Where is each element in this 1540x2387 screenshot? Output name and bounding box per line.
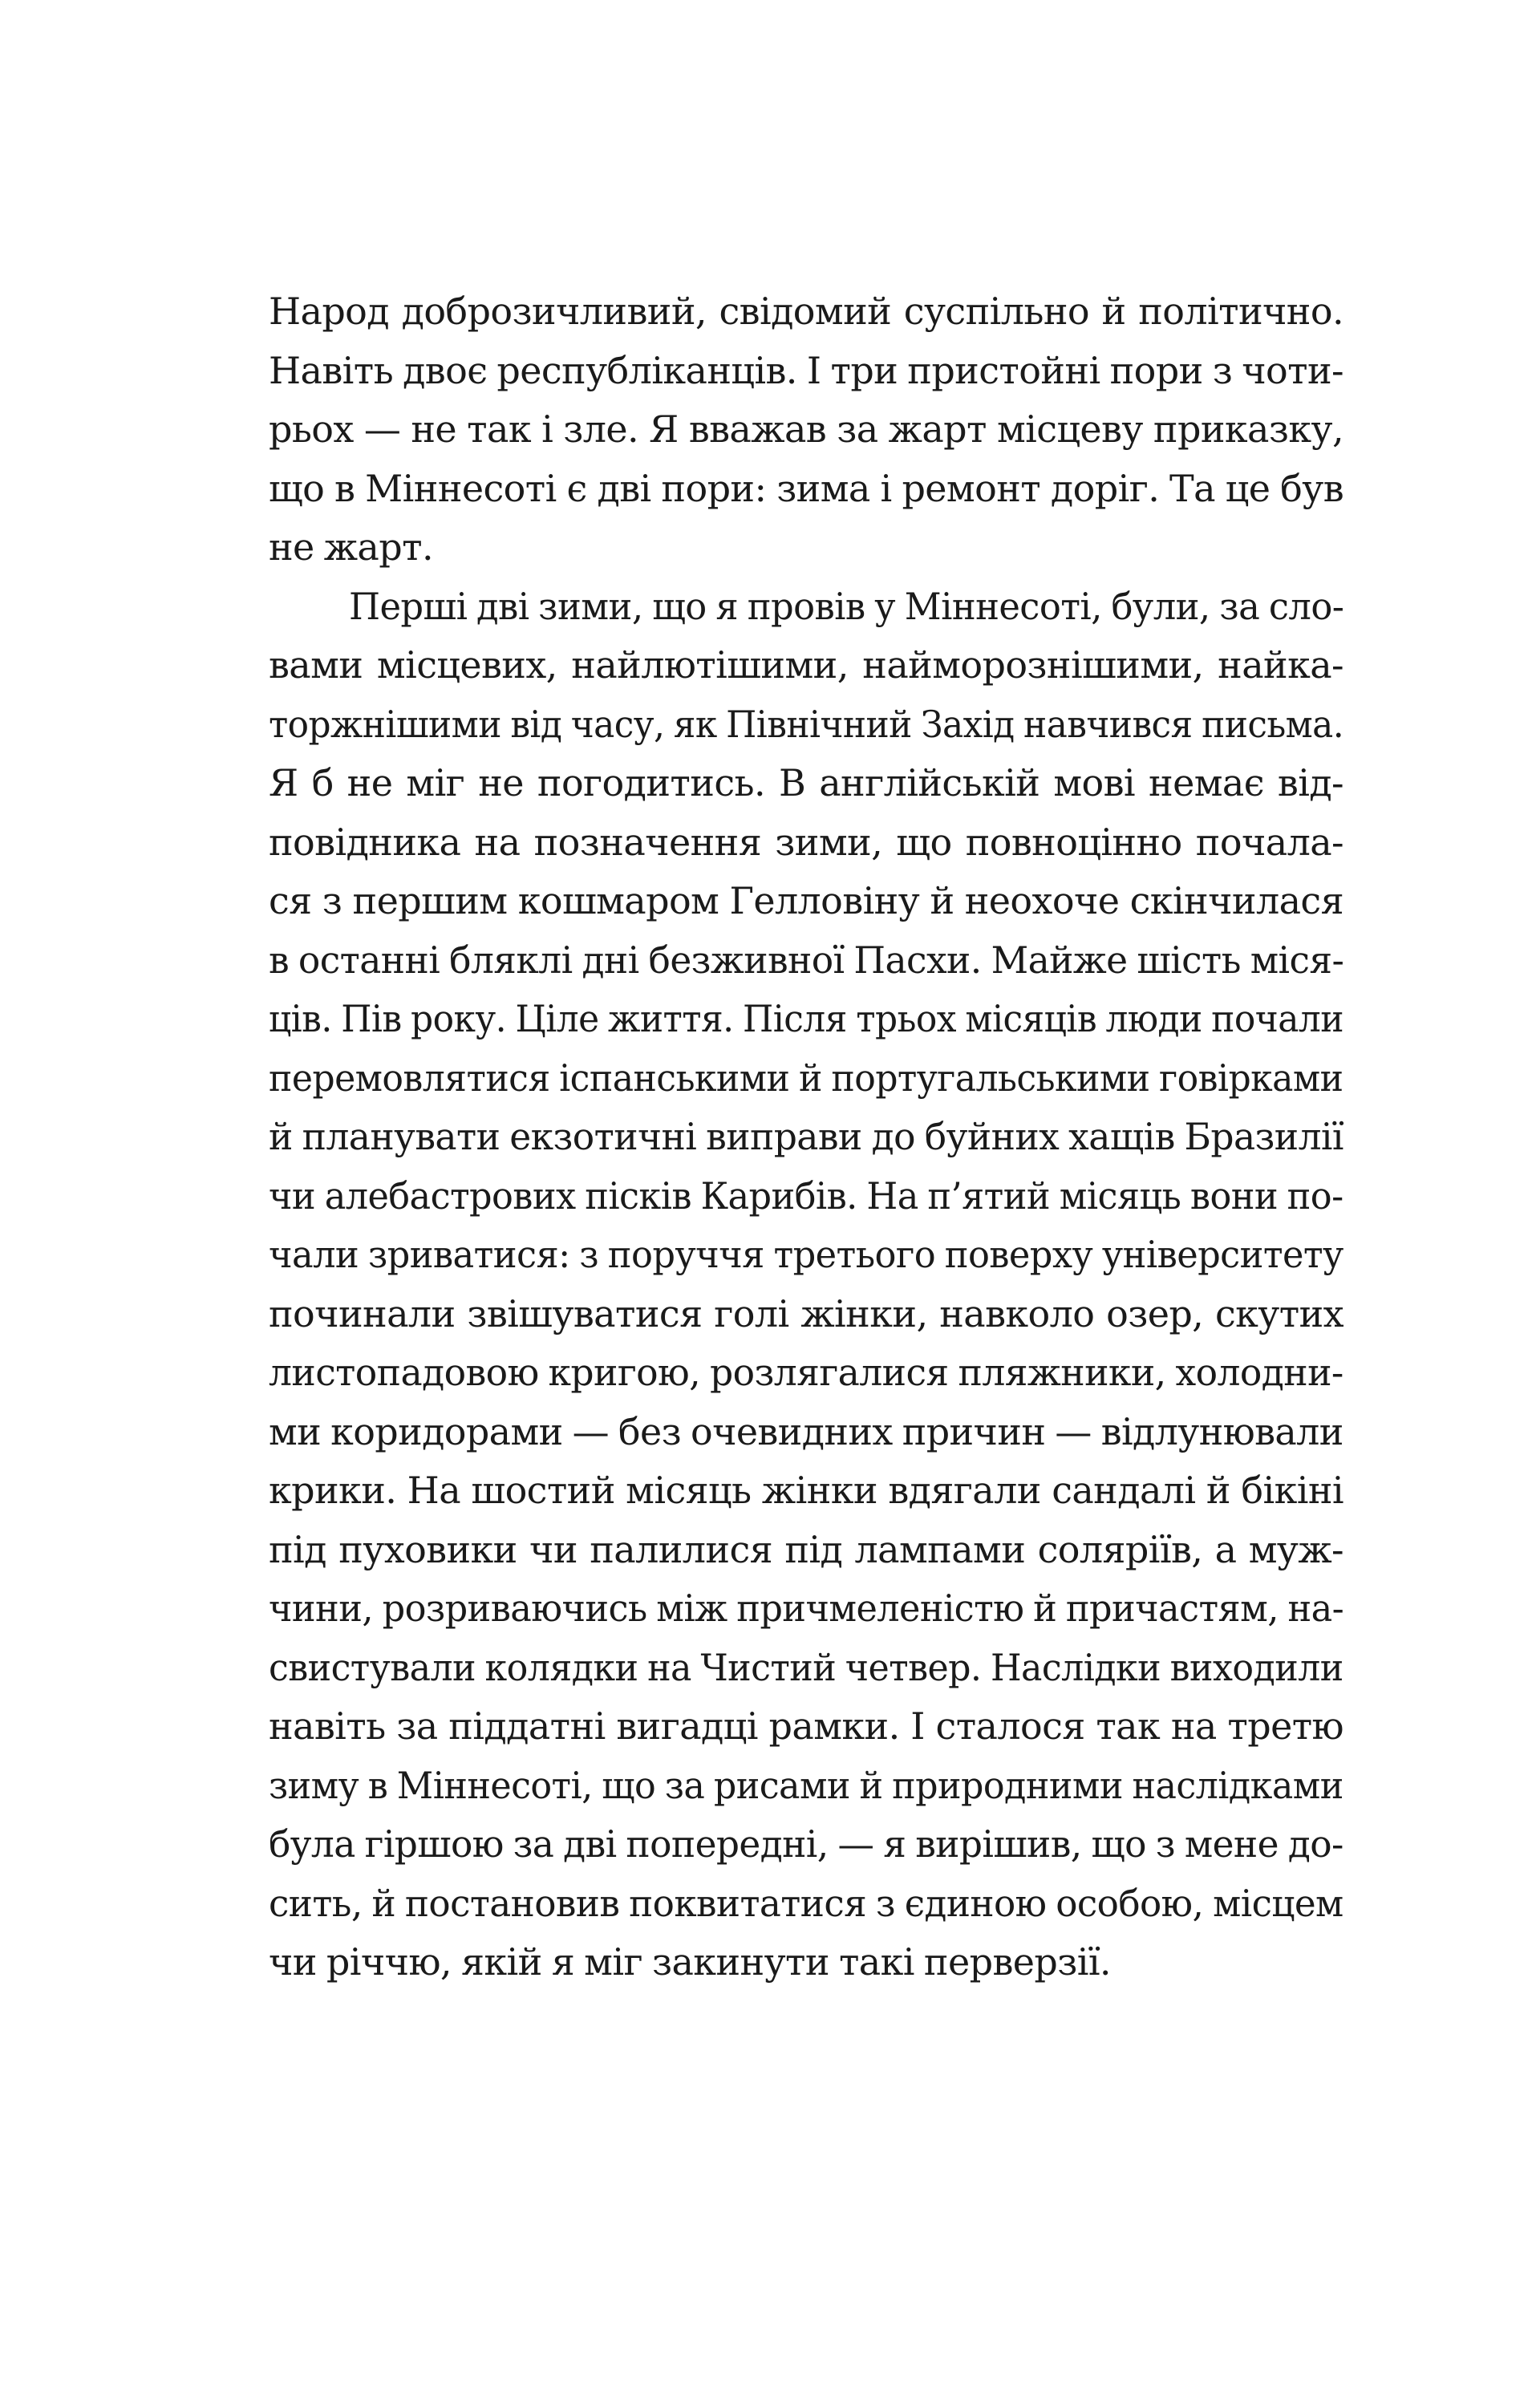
line-text: ся з першим кошмаром Гелловіну й неохоче скінчилася [269, 879, 1343, 922]
text-line [269, 518, 1343, 578]
text-line [269, 1933, 1343, 1992]
line-text: в останні бляклі дні безживної Пасхи. Майже шість міся- [269, 938, 1344, 982]
text-line [269, 754, 1343, 813]
line-text: Я б не міг не погодитись. В англійській мові немає від- [269, 761, 1343, 804]
text-line [269, 1343, 1343, 1403]
text-line [269, 1579, 1343, 1639]
text-line [269, 813, 1343, 873]
line-text: не жарт. [269, 525, 433, 569]
text-line [269, 1461, 1343, 1521]
text-line [269, 400, 1343, 460]
line-text: крики. На шостий місяць жінки вдягали сандалі й бікіні [269, 1469, 1343, 1512]
text-line [269, 1639, 1343, 1698]
text-line [269, 1108, 1343, 1167]
line-text: ми коридорами — без очевидних причин — відлунювали [269, 1409, 1343, 1453]
line-text: чали зриватися: з поруччя третього поверху університету [269, 1233, 1343, 1276]
line-text: чи алебастрових пісків Карибів. На п’ятий місяць вони по- [269, 1173, 1343, 1218]
line-text: рьох — не так і зле. Я вважав за жарт місцеву приказку, [269, 407, 1343, 451]
line-text: зиму в Міннесоті, що за рисами й природними наслідками [269, 1763, 1343, 1807]
body-text [269, 282, 1343, 1992]
text-line [269, 1049, 1343, 1108]
line-text: Народ доброзичливий, свідомий суспільно й політично. [269, 290, 1343, 333]
text-line [269, 460, 1343, 519]
text-line [269, 1521, 1343, 1580]
line-text: що в Міннесоті є дві пори: зима і ремонт доріг. Та це був [269, 466, 1343, 510]
line-text: Навіть двоє республіканців. І три пристойні пори з чоти- [269, 348, 1343, 392]
text-line [269, 931, 1343, 991]
line-text: Перші дві зими, що я провів у Міннесоті, були, за сло- [349, 584, 1344, 628]
text-line [269, 282, 1343, 342]
line-text: сить, й постановив поквитатися з єдиною особою, місцем [269, 1881, 1343, 1925]
line-text: ців. Пів року. Ціле життя. Після трьох місяців люди почали [269, 997, 1343, 1040]
paragraph-2 [269, 578, 1343, 1992]
text-line [269, 1874, 1343, 1934]
text-line [269, 1697, 1343, 1757]
text-line [269, 695, 1343, 755]
text-line [269, 1167, 1343, 1226]
text-line [269, 990, 1343, 1049]
line-text: починали звішуватися голі жінки, навколо озер, скутих [269, 1291, 1343, 1335]
line-text: під пуховики чи палилися під лампами соляріїв, а муж- [269, 1527, 1343, 1571]
line-text: й планувати екзотичні виправи до буйних хащів Бразилії [269, 1115, 1343, 1158]
line-text: чи річчю, якій я міг закинути такі перверзії. [269, 1940, 1111, 1984]
line-text: перемовлятися іспанськими й португальськими говірками [269, 1056, 1343, 1100]
text-line [269, 1403, 1343, 1462]
line-text: свистували колядки на Чистий четвер. Наслідки виходили [269, 1645, 1343, 1689]
line-text: чини, розриваючись між причмеленістю й причастям, на- [269, 1587, 1344, 1630]
text-line [269, 636, 1343, 695]
text-line [269, 1815, 1343, 1874]
line-text: торжнішими від часу, як Північний Захід навчився письма. [269, 702, 1344, 746]
line-text: була гіршою за дві попередні, — я вирішив, що з мене до- [269, 1822, 1343, 1866]
paragraph-1 [269, 282, 1343, 578]
text-line [269, 578, 1343, 637]
text-line [269, 1757, 1343, 1816]
text-line [269, 342, 1343, 401]
text-line [269, 872, 1343, 931]
line-text: вами місцевих, найлютішими, найморознішими, найка- [269, 643, 1343, 687]
line-text: навіть за піддатні вигадці рамки. І сталося так на третю [269, 1704, 1343, 1748]
line-text: повідника на позначення зими, що повноцінно почала- [269, 820, 1343, 864]
text-line [269, 1226, 1343, 1285]
text-line [269, 1285, 1343, 1344]
line-text: листопадовою кригою, розлягалися пляжники, холодни- [269, 1351, 1343, 1394]
